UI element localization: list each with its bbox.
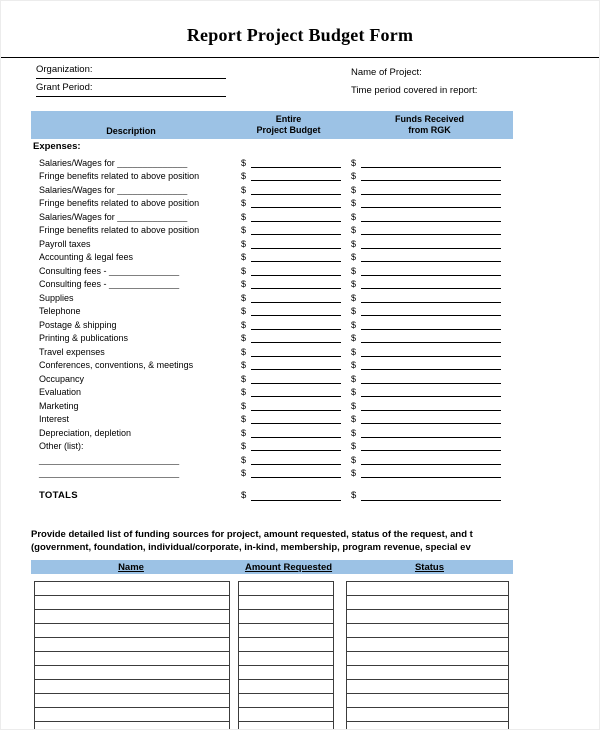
funds-received-field[interactable]	[346, 264, 513, 276]
expense-row-label: Fringe benefits related to above position	[39, 198, 200, 208]
funding-cell-name[interactable]	[35, 596, 229, 610]
funding-cell-name[interactable]	[35, 638, 229, 652]
entire-budget-field[interactable]	[231, 210, 346, 222]
expense-row-label: Marketing	[39, 400, 79, 411]
funds-received-field[interactable]	[346, 318, 513, 330]
funds-received-field-line[interactable]	[361, 318, 501, 330]
entire-budget-field-line[interactable]	[251, 183, 341, 195]
entire-budget-field-line[interactable]	[251, 304, 341, 316]
funding-cell-name[interactable]	[35, 610, 229, 624]
expense-row	[31, 357, 513, 371]
entire-budget-field[interactable]	[231, 304, 346, 316]
entire-budget-field[interactable]	[231, 399, 346, 411]
dollar-sign: $	[351, 184, 357, 195]
funds-received-field-line[interactable]	[361, 156, 501, 168]
entire-budget-field-line[interactable]	[251, 385, 341, 397]
entire-budget-field-line[interactable]	[251, 466, 341, 478]
dollar-sign: $	[241, 265, 247, 276]
dollar-sign: $	[241, 225, 247, 235]
dollar-sign: $	[351, 373, 357, 384]
entire-budget-field-line[interactable]	[251, 358, 341, 370]
grant-period-field[interactable]	[36, 82, 226, 97]
dollar-sign: $	[351, 292, 357, 303]
dollar-sign: $	[241, 333, 247, 343]
funds-received-field-line[interactable]	[361, 210, 501, 222]
funds-received-field-line[interactable]	[361, 358, 501, 370]
expense-row	[31, 465, 513, 479]
dollar-sign: $	[241, 360, 247, 370]
expense-row	[31, 235, 513, 249]
dollar-sign: $	[351, 306, 357, 316]
funds-received-field-line[interactable]	[361, 466, 501, 478]
dollar-sign: $	[241, 171, 247, 181]
entire-budget-field-line[interactable]	[251, 345, 341, 357]
entire-budget-field[interactable]	[231, 466, 346, 478]
entire-budget-field-line[interactable]	[251, 156, 341, 168]
expense-row-label: Fringe benefits related to above position	[39, 171, 200, 181]
funds-received-field-line[interactable]	[361, 264, 501, 276]
entire-budget-field[interactable]	[231, 183, 346, 195]
funding-cell-status[interactable]	[347, 652, 508, 666]
totals-funds-received-line[interactable]	[361, 489, 501, 501]
funding-cell-name[interactable]	[35, 652, 229, 666]
funds-received-field-line[interactable]	[361, 277, 501, 289]
dollar-sign: $	[351, 157, 357, 168]
funding-header-name-cell	[31, 562, 231, 573]
entire-budget-field-line[interactable]	[251, 277, 341, 289]
funds-received-field-line[interactable]	[361, 426, 501, 438]
funds-received-field-line[interactable]	[361, 291, 501, 303]
funding-cell-status[interactable]	[347, 610, 508, 624]
dollar-sign: $	[241, 490, 247, 501]
expense-row	[31, 438, 513, 452]
expense-row	[31, 276, 513, 290]
dollar-sign: $	[351, 265, 357, 276]
header-funds-received	[346, 111, 513, 139]
funding-instructions-line2: (government, foundation, individual/corporate, in-kind, membership, program revenue, special ev	[31, 542, 471, 553]
funds-received-field-line[interactable]	[361, 345, 501, 357]
dollar-sign: $	[241, 279, 247, 289]
funding-cell-amount[interactable]	[239, 694, 333, 708]
funds-received-field-line[interactable]	[361, 372, 501, 384]
totals-entire-budget-line[interactable]	[251, 489, 341, 501]
entire-budget-field-line[interactable]	[251, 237, 341, 249]
funding-header-amount-cell	[231, 562, 346, 573]
expense-row	[31, 330, 513, 344]
entire-budget-field[interactable]	[231, 223, 346, 235]
expense-row	[31, 195, 513, 209]
dollar-sign: $	[351, 171, 357, 181]
dollar-sign: $	[351, 490, 357, 501]
funding-amount-column	[238, 581, 334, 730]
expense-row-label: Payroll taxes	[39, 238, 91, 249]
expense-row	[31, 316, 513, 330]
header-funds-line2: from RGK	[408, 125, 451, 135]
entire-budget-field-line[interactable]	[251, 223, 341, 235]
entire-budget-field[interactable]	[231, 426, 346, 438]
expense-row	[31, 343, 513, 357]
funding-cell-status[interactable]	[347, 708, 508, 722]
expense-row	[31, 249, 513, 263]
funding-cell-name[interactable]	[35, 666, 229, 680]
expense-row	[31, 303, 513, 317]
funds-received-field[interactable]	[346, 385, 513, 397]
funds-received-field-line[interactable]	[361, 250, 501, 262]
funding-cell-status[interactable]	[347, 722, 508, 730]
dollar-sign: $	[241, 198, 247, 208]
entire-budget-field[interactable]	[231, 291, 346, 303]
funds-received-field[interactable]	[346, 412, 513, 424]
expense-row-label: Postage & shipping	[39, 319, 117, 330]
expense-row	[31, 411, 513, 425]
entire-budget-field[interactable]	[231, 439, 346, 451]
totals-funds-received-field[interactable]	[346, 489, 513, 501]
expense-row-label: ____________________________	[39, 468, 180, 478]
funding-cell-amount[interactable]	[239, 666, 333, 680]
entire-budget-field[interactable]	[231, 385, 346, 397]
funding-cell-status[interactable]	[347, 694, 508, 708]
funding-cell-amount[interactable]	[239, 624, 333, 638]
funds-received-field-line[interactable]	[361, 385, 501, 397]
dollar-sign: $	[351, 427, 357, 438]
entire-budget-field[interactable]	[231, 318, 346, 330]
expense-row-label: Accounting & legal fees	[39, 252, 134, 262]
header-entire-line2: Project Budget	[256, 125, 321, 135]
expense-row-label: Consulting fees - ______________	[39, 265, 180, 276]
dollar-sign: $	[351, 252, 357, 262]
entire-budget-field-line[interactable]	[251, 372, 341, 384]
expense-row-label: ____________________________	[39, 454, 180, 465]
funds-received-field-line[interactable]	[361, 412, 501, 424]
entire-budget-field-line[interactable]	[251, 331, 341, 343]
funding-header-status: Status	[414, 561, 445, 573]
funds-received-field[interactable]	[346, 210, 513, 222]
expense-row	[31, 451, 513, 465]
funding-cell-status[interactable]	[347, 582, 508, 596]
funding-cell-amount[interactable]	[239, 582, 333, 596]
dollar-sign: $	[351, 333, 357, 343]
entire-budget-field-line[interactable]	[251, 169, 341, 181]
expense-row	[31, 168, 513, 182]
funds-received-field[interactable]	[346, 183, 513, 195]
title-divider	[1, 57, 599, 58]
funding-cell-amount[interactable]	[239, 638, 333, 652]
dollar-sign: $	[351, 387, 357, 397]
expense-row-label: Supplies	[39, 292, 74, 303]
dollar-sign: $	[241, 184, 247, 195]
dollar-sign: $	[241, 292, 247, 303]
funding-cell-amount[interactable]	[239, 708, 333, 722]
dollar-sign: $	[241, 238, 247, 249]
funds-received-field[interactable]	[346, 331, 513, 343]
dollar-sign: $	[241, 306, 247, 316]
entire-budget-field-line[interactable]	[251, 426, 341, 438]
expense-row-label: Travel expenses	[39, 346, 105, 357]
grant-period-label: Grant Period:	[36, 82, 93, 93]
expenses-section-label: Expenses:	[33, 141, 81, 152]
entire-budget-field[interactable]	[231, 331, 346, 343]
funds-received-field[interactable]	[346, 291, 513, 303]
dollar-sign: $	[241, 400, 247, 411]
dollar-sign: $	[241, 157, 247, 168]
dollar-sign: $	[241, 387, 247, 397]
funds-received-field-line[interactable]	[361, 183, 501, 195]
header-entire-line1: Entire	[275, 114, 302, 124]
dollar-sign: $	[351, 468, 357, 478]
entire-budget-field-line[interactable]	[251, 399, 341, 411]
entire-budget-field-line[interactable]	[251, 264, 341, 276]
entire-budget-field-line[interactable]	[251, 453, 341, 465]
funding-table-header	[31, 560, 513, 574]
funds-received-field[interactable]	[346, 399, 513, 411]
organization-field[interactable]	[36, 64, 226, 79]
expense-row-label: Occupancy	[39, 373, 85, 384]
totals-label: TOTALS	[39, 490, 78, 501]
entire-budget-field[interactable]	[231, 264, 346, 276]
expense-row-label: Consulting fees - ______________	[39, 279, 180, 289]
expense-row	[31, 289, 513, 303]
funds-received-field-line[interactable]	[361, 439, 501, 451]
funding-cell-amount[interactable]	[239, 680, 333, 694]
expense-row	[31, 154, 513, 168]
funding-status-column	[346, 581, 509, 730]
entire-budget-field[interactable]	[231, 412, 346, 424]
expense-row	[31, 424, 513, 438]
entire-budget-field[interactable]	[231, 250, 346, 262]
expense-rows	[31, 154, 513, 478]
expense-row-label: Salaries/Wages for ______________	[39, 184, 188, 195]
expense-row-label: Evaluation	[39, 387, 82, 397]
entire-budget-field-line[interactable]	[251, 318, 341, 330]
funding-cell-name[interactable]	[35, 708, 229, 722]
funds-received-field[interactable]	[346, 237, 513, 249]
funds-received-field-line[interactable]	[361, 331, 501, 343]
funds-received-field[interactable]	[346, 439, 513, 451]
funds-received-field[interactable]	[346, 156, 513, 168]
funding-cell-name[interactable]	[35, 582, 229, 596]
expense-row-label: Salaries/Wages for ______________	[39, 211, 188, 222]
funding-instructions	[31, 528, 600, 554]
entire-budget-field[interactable]	[231, 169, 346, 181]
funding-cell-status[interactable]	[347, 624, 508, 638]
funds-received-field-line[interactable]	[361, 196, 501, 208]
funding-cell-status[interactable]	[347, 666, 508, 680]
organization-label: Organization:	[36, 64, 93, 75]
funds-received-field-line[interactable]	[361, 223, 501, 235]
entire-budget-field-line[interactable]	[251, 196, 341, 208]
time-period-label: Time period covered in report:	[351, 85, 478, 96]
funds-received-field[interactable]	[346, 196, 513, 208]
name-of-project-label: Name of Project:	[351, 67, 422, 78]
funding-name-column	[34, 581, 230, 730]
expense-row-label: Depreciation, depletion	[39, 427, 132, 438]
funding-cell-name[interactable]	[35, 624, 229, 638]
funding-cell-status[interactable]	[347, 596, 508, 610]
funds-received-field-line[interactable]	[361, 169, 501, 181]
funds-received-field[interactable]	[346, 345, 513, 357]
funds-received-field[interactable]	[346, 466, 513, 478]
funds-received-field[interactable]	[346, 358, 513, 370]
funds-received-field[interactable]	[346, 426, 513, 438]
expense-row	[31, 370, 513, 384]
entire-budget-field[interactable]	[231, 372, 346, 384]
entire-budget-field-line[interactable]	[251, 210, 341, 222]
dollar-sign: $	[241, 373, 247, 384]
funds-received-field-line[interactable]	[361, 237, 501, 249]
expense-row	[31, 208, 513, 222]
header-description: Description	[106, 126, 156, 136]
form-title: Report Project Budget Form	[186, 25, 414, 45]
funding-cell-name[interactable]	[35, 722, 229, 730]
funding-cell-amount[interactable]	[239, 596, 333, 610]
dollar-sign: $	[351, 454, 357, 465]
dollar-sign: $	[351, 225, 357, 235]
totals-row	[31, 487, 513, 501]
header-funds-line1: Funds Received	[394, 114, 465, 124]
expense-row	[31, 262, 513, 276]
dollar-sign: $	[351, 400, 357, 411]
dollar-sign: $	[351, 414, 357, 424]
entire-budget-field-line[interactable]	[251, 250, 341, 262]
expense-row-label: Fringe benefits related to above position	[39, 225, 200, 235]
expense-row	[31, 384, 513, 398]
funds-received-field[interactable]	[346, 304, 513, 316]
dollar-sign: $	[241, 427, 247, 438]
entire-budget-field[interactable]	[231, 277, 346, 289]
funds-received-field[interactable]	[346, 372, 513, 384]
funds-received-field[interactable]	[346, 169, 513, 181]
funds-received-field[interactable]	[346, 223, 513, 235]
dollar-sign: $	[351, 441, 357, 451]
dollar-sign: $	[351, 360, 357, 370]
funding-cell-status[interactable]	[347, 638, 508, 652]
dollar-sign: $	[351, 346, 357, 357]
entire-budget-field[interactable]	[231, 237, 346, 249]
dollar-sign: $	[351, 198, 357, 208]
funding-cell-amount[interactable]	[239, 722, 333, 730]
funds-received-field-line[interactable]	[361, 453, 501, 465]
dollar-sign: $	[241, 252, 247, 262]
expense-row-label: Other (list):	[39, 441, 84, 451]
entire-budget-field[interactable]	[231, 156, 346, 168]
funding-header-status-cell	[346, 562, 513, 573]
funding-cell-status[interactable]	[347, 680, 508, 694]
dollar-sign: $	[241, 211, 247, 222]
expense-row	[31, 397, 513, 411]
funds-received-field[interactable]	[346, 250, 513, 262]
entire-budget-field-line[interactable]	[251, 439, 341, 451]
dollar-sign: $	[241, 454, 247, 465]
funding-header-name: Name	[118, 561, 144, 573]
funding-cell-name[interactable]	[35, 680, 229, 694]
entire-budget-field[interactable]	[231, 453, 346, 465]
dollar-sign: $	[351, 279, 357, 289]
funding-cell-name[interactable]	[35, 694, 229, 708]
entire-budget-field-line[interactable]	[251, 412, 341, 424]
funding-instructions-line1: Provide detailed list of funding sources for project, amount requested, status of the request, and t	[31, 529, 473, 540]
budget-table-header	[31, 111, 513, 139]
expense-row	[31, 181, 513, 195]
dollar-sign: $	[241, 319, 247, 330]
dollar-sign: $	[241, 468, 247, 478]
funds-received-field[interactable]	[346, 453, 513, 465]
dollar-sign: $	[351, 211, 357, 222]
funds-received-field[interactable]	[346, 277, 513, 289]
funds-received-field-line[interactable]	[361, 304, 501, 316]
totals-entire-budget-field[interactable]	[231, 489, 346, 501]
expense-row-label: Interest	[39, 414, 70, 424]
funding-cell-amount[interactable]	[239, 652, 333, 666]
entire-budget-field[interactable]	[231, 345, 346, 357]
expense-row-label: Salaries/Wages for ______________	[39, 157, 188, 168]
funding-cell-amount[interactable]	[239, 610, 333, 624]
expense-row-label: Telephone	[39, 306, 81, 316]
expense-row-label: Conferences, conventions, & meetings	[39, 360, 194, 370]
dollar-sign: $	[241, 414, 247, 424]
dollar-sign: $	[241, 346, 247, 357]
entire-budget-field[interactable]	[231, 358, 346, 370]
funding-header-amount: Amount Requested	[244, 561, 333, 573]
dollar-sign: $	[351, 319, 357, 330]
funds-received-field-line[interactable]	[361, 399, 501, 411]
entire-budget-field-line[interactable]	[251, 291, 341, 303]
entire-budget-field[interactable]	[231, 196, 346, 208]
header-entire-project-budget	[231, 111, 346, 139]
dollar-sign: $	[351, 238, 357, 249]
expense-row-label: Printing & publications	[39, 333, 129, 343]
dollar-sign: $	[241, 441, 247, 451]
expense-row	[31, 222, 513, 236]
